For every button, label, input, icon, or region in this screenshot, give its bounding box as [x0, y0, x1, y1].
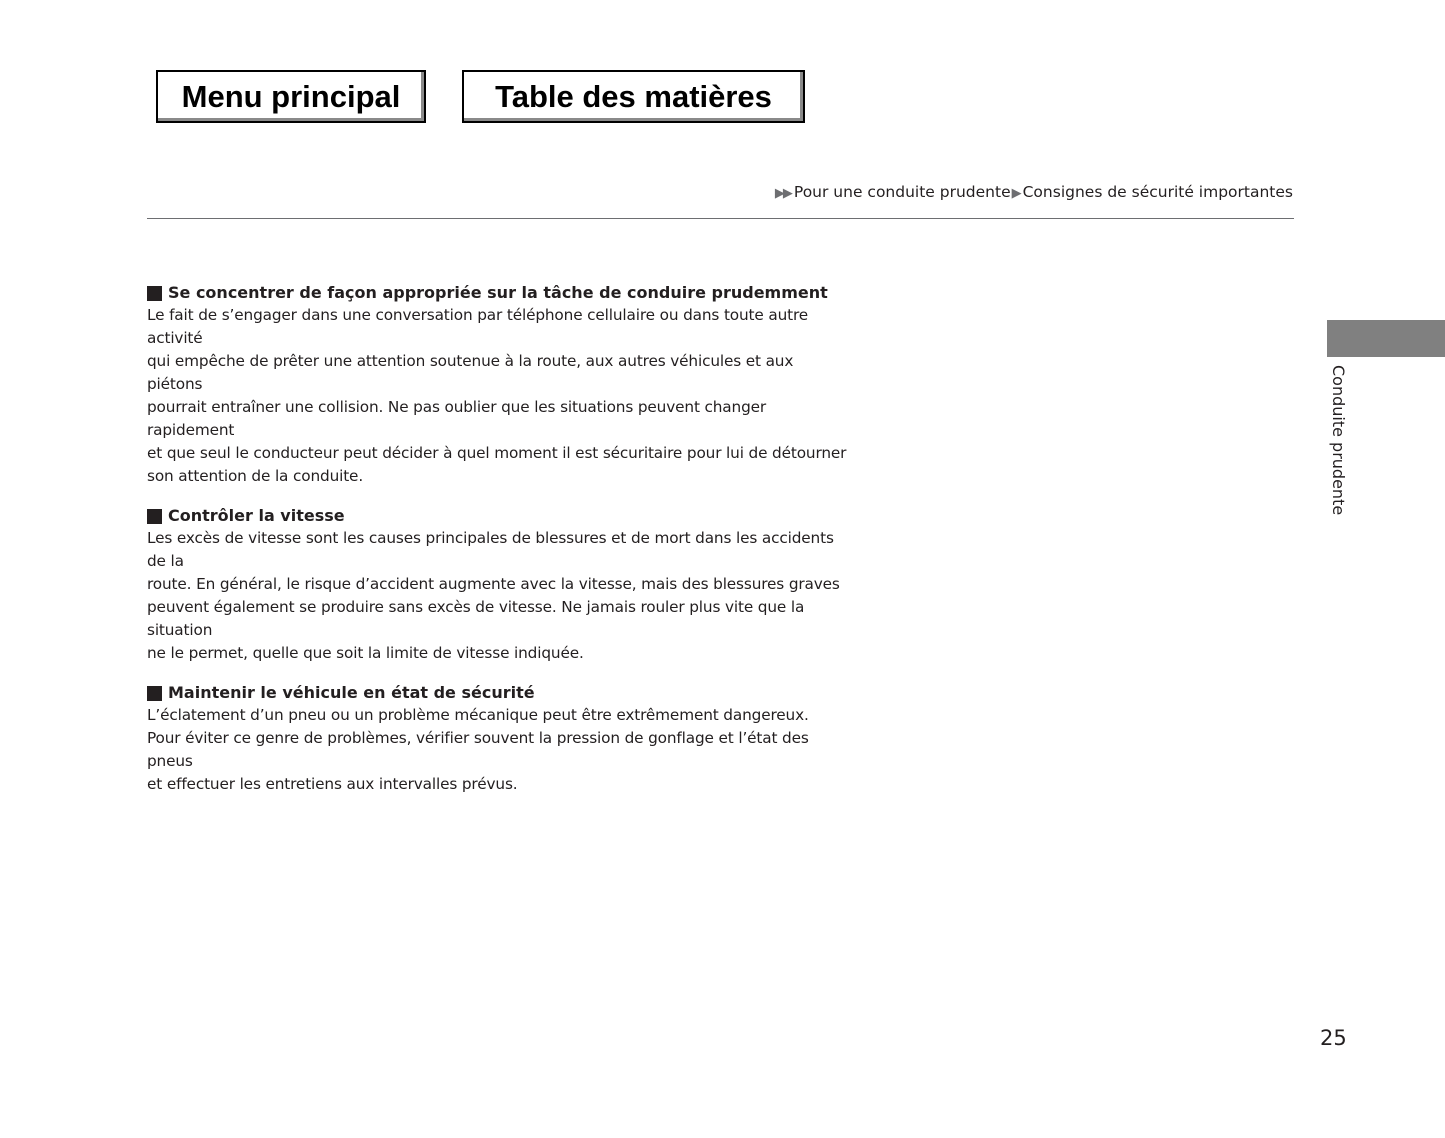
text-line: son attention de la conduite.: [147, 467, 364, 485]
section-concentration: [147, 282, 847, 488]
text-line: pourrait entraîner une collision. Ne pas oublier que les situations peuvent changer rapidement: [147, 398, 767, 439]
triangle-right-icon: ▶: [1011, 186, 1022, 201]
section-text: [147, 527, 847, 665]
breadcrumb: [775, 183, 1293, 201]
text-line: qui empêche de prêter une attention soutenue à la route, aux autres véhicules et aux piétons: [147, 352, 794, 393]
section-text: [147, 704, 847, 796]
section-speed: [147, 505, 847, 665]
text-line: peuvent également se produire sans excès de vitesse. Ne jamais rouler plus vite que la situation: [147, 598, 805, 639]
page-content: [147, 282, 847, 813]
chapter-label: Conduite prudente: [1329, 365, 1348, 516]
section-heading: Contrôler la vitesse: [168, 506, 345, 525]
breadcrumb-item-safe-driving[interactable]: Pour une conduite prudente: [793, 183, 1011, 201]
double-triangle-right-icon: ▶▶: [774, 186, 791, 201]
header-divider: [147, 218, 1294, 219]
square-bullet-icon: [147, 286, 162, 301]
square-bullet-icon: [147, 686, 162, 701]
text-line: et effectuer les entretiens aux intervalles prévus.: [147, 775, 518, 793]
breadcrumb-item-safety-instructions[interactable]: Consignes de sécurité importantes: [1022, 183, 1293, 201]
section-heading: Maintenir le véhicule en état de sécurité: [168, 683, 535, 702]
text-line: L’éclatement d’un pneu ou un problème mécanique peut être extrêmement dangereux.: [147, 706, 809, 724]
table-of-contents-button[interactable]: Table des matières: [462, 70, 805, 123]
text-line: ne le permet, quelle que soit la limite de vitesse indiquée.: [147, 644, 584, 662]
text-line: route. En général, le risque d’accident augmente avec la vitesse, mais des blessures graves: [147, 575, 840, 593]
section-vehicle-maintenance: [147, 682, 847, 796]
section-text: [147, 304, 847, 488]
chapter-tab: [1327, 320, 1445, 357]
square-bullet-icon: [147, 509, 162, 524]
section-heading: Se concentrer de façon appropriée sur la tâche de conduire prudemment: [168, 283, 828, 302]
page-number: 25: [1320, 1026, 1347, 1050]
text-line: Pour éviter ce genre de problèmes, vérifier souvent la pression de gonflage et l’état des pneus: [147, 729, 809, 770]
text-line: Les excès de vitesse sont les causes principales de blessures et de mort dans les accidents de la: [147, 529, 834, 570]
text-line: et que seul le conducteur peut décider à quel moment il est sécuritaire pour lui de détourner: [147, 444, 847, 462]
text-line: Le fait de s’engager dans une conversation par téléphone cellulaire ou dans toute autre activité: [147, 306, 809, 347]
main-menu-button[interactable]: Menu principal: [156, 70, 426, 123]
